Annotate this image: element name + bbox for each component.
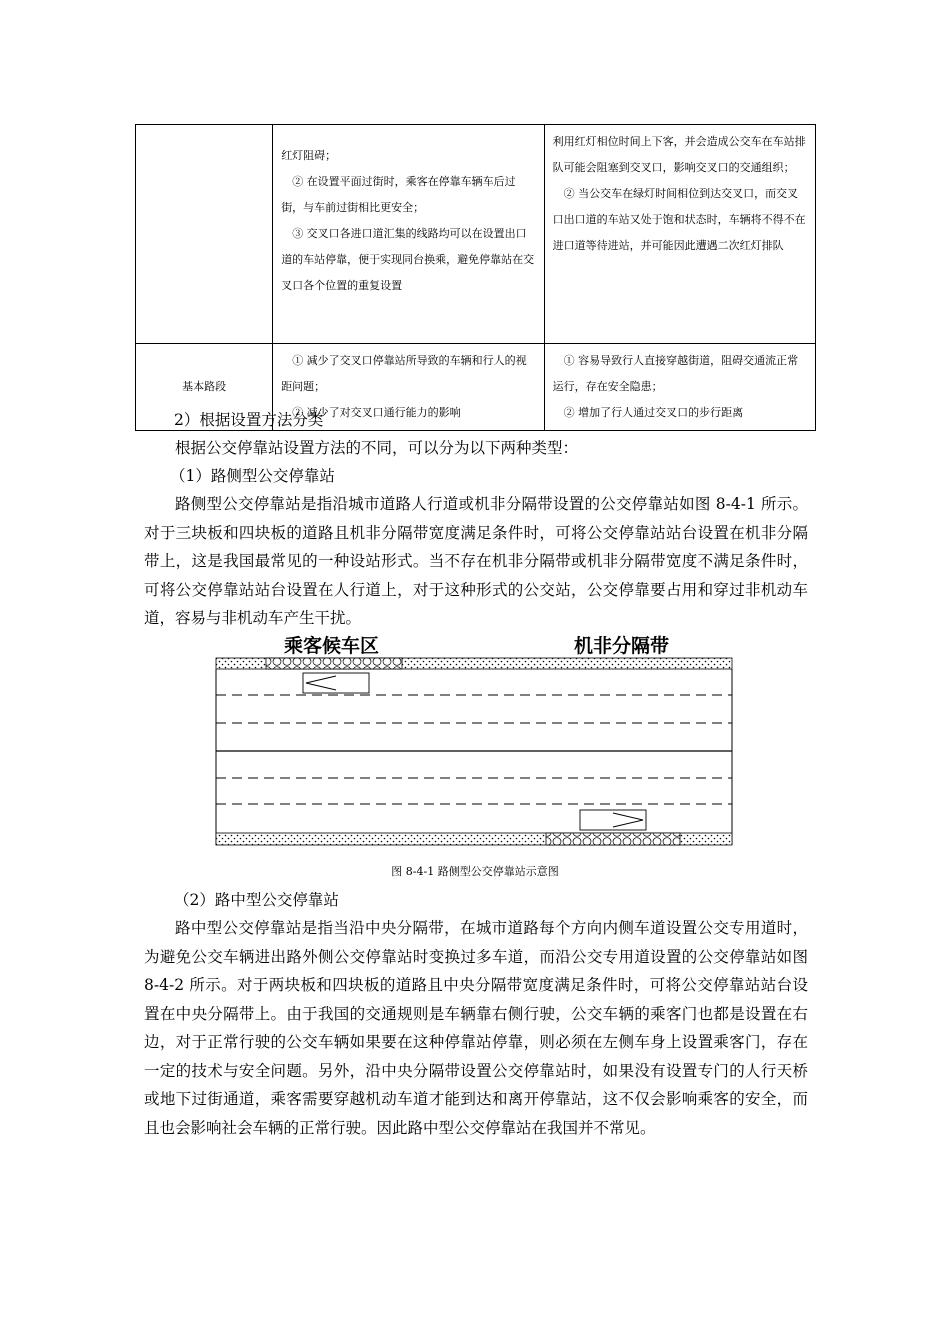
paragraph-text: 路侧型公交停靠站是指沿城市道路人行道或机非分隔带设置的公交停靠站如图 8-4-1 所示。对于三块板和四块板的道路且机非分隔带宽度满足条件时，可将公交停靠站站台设置在机非分隔带上，这是我国最常见的一种设站形式。当不存在机非分隔带或机非分隔带宽度不满足条件时，可将公交停靠站站台设置在人行道上，对于这种形式的公交站，公交停靠要占用和穿过非机动车道，容易与非机动车产生干扰。 — [144, 495, 808, 627]
table-cell-advantages — [273, 125, 544, 344]
intro-text: 根据公交停靠站设置方法的不同，可以分为以下两种类型： — [175, 439, 579, 457]
table-cell-label: 基本路段 — [136, 344, 273, 431]
bottom-platform — [546, 833, 680, 845]
cell-text: 利用红灯相位时间上下客，并会造成公交车在车站排队可能会阻塞到交叉口，影响交叉口的交通组织； — [552, 135, 806, 174]
cell-text: ② 增加了行人通过交叉口的步行距离 — [563, 406, 744, 419]
section-heading: 2）根据设置方法分类 — [174, 411, 324, 429]
waiting-area-label: 乘客候车区 — [284, 635, 380, 657]
table-cell-label — [136, 125, 273, 344]
paragraph — [144, 914, 808, 1142]
figure-caption: 图 8-4-1 路侧型公交停靠站示意图 — [391, 865, 559, 878]
cell-text: ② 当公交车在绿灯时间相位到达交叉口，而交叉口出口道的车站又处于饱和状态时，车辆将不得不在进口道等待进站，并可能因此遭遇二次红灯排队 — [552, 187, 806, 252]
table-row — [136, 125, 816, 344]
bus-stop-diagram — [212, 630, 736, 852]
cell-text: ② 在设置平面过街时，乘客在停靠车辆车后过街，与车前过街相比更安全； — [281, 175, 516, 214]
cell-text: ② 减少了对交叉口通行能力的影响 — [292, 406, 461, 419]
separator-label: 机非分隔带 — [574, 635, 670, 657]
cell-text: ① 容易导致行人直接穿越街道，阻碍交通流正常运行，存在安全隐患； — [552, 354, 799, 393]
paragraph-text: 路中型公交停靠站是指当沿中央分隔带，在城市道路每个方向内侧车道设置公交专用道时，为避免公交车辆进出路外侧公交停靠站时变换过多车道，而沿公交专用道设置的公交停靠站如图 8-4-2 所示。对于两块板和四块板的道路且中央分隔带宽度满足条件时，可将公交停靠站站台设置在中央分隔带上。由于我国的交通规则是车辆靠右侧行驶，公交车辆的乘客门也都是设置在右边，对于正常行驶的公交车辆如果要在这种停靠站停靠，则必须在左侧车身上设置乘客门，存在一定的技术与安全问题。另外，沿中央分隔带设置公交停靠站时，如果没有设置专门的人行天桥或地下过街通道，乘客需要穿越机动车道才能到达和离开停靠站，这不仅会影响乘客的安全，而且也会影响社会车辆的正常行驶。因此路中型公交停靠站在我国并不常见。 — [144, 919, 808, 1137]
sub-heading: （2）路中型公交停靠站 — [174, 891, 339, 909]
top-platform — [266, 658, 402, 669]
cell-text: ③ 交叉口各进口道汇集的线路均可以在设置出口道的车站停靠，便于实现同台换乘，避免停靠站在交叉口各个位置的重复设置 — [281, 227, 535, 292]
comparison-table — [135, 124, 816, 431]
sub-heading: （1）路侧型公交停靠站 — [170, 467, 335, 485]
cell-text: ① 减少了交叉口停靠站所导致的车辆和行人的视距问题； — [281, 354, 527, 393]
paragraph — [144, 490, 808, 633]
cell-text: 红灯阻碍； — [281, 149, 337, 162]
table-cell-disadvantages — [544, 125, 815, 344]
